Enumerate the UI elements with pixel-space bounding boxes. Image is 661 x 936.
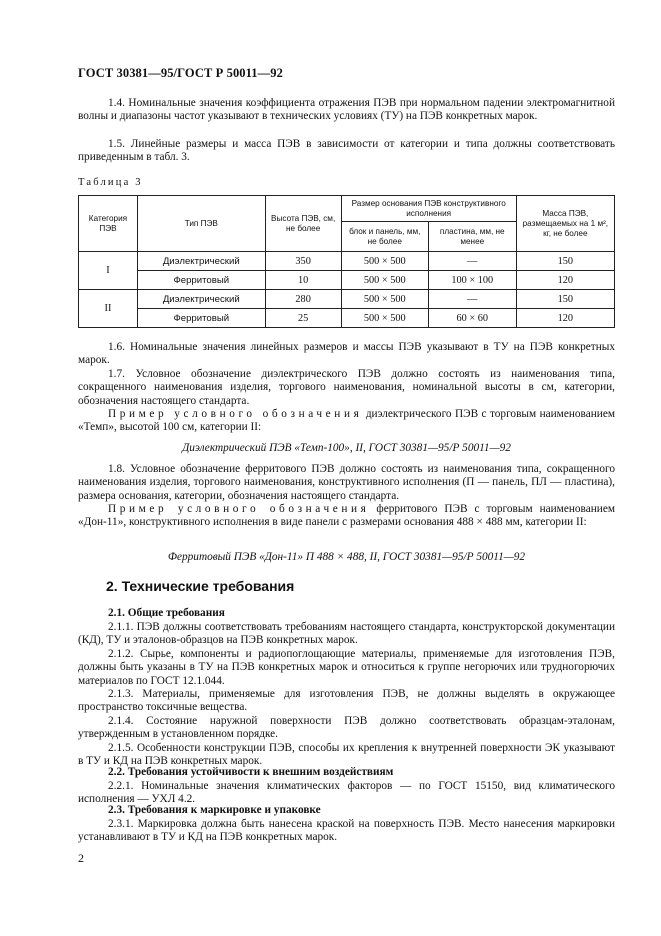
cell-category: I bbox=[79, 252, 138, 290]
paragraph-2-1-3: 2.1.3. Материалы, применяемые для изготовления ПЭВ, не должны выделять в окружающее пространство токсичные вещества. bbox=[78, 688, 615, 714]
table-3 bbox=[78, 195, 615, 328]
table-row bbox=[79, 309, 615, 328]
th-type: Тип ПЭВ bbox=[137, 196, 265, 252]
paragraph-2-1-5: 2.1.5. Особенности конструкции ПЭВ, способы их крепления к внутренней поверхности ЭК указывают в ТУ и КД на ПЭВ конкретных марок. bbox=[78, 742, 615, 768]
cell-height: 10 bbox=[265, 271, 341, 290]
th-mass: Масса ПЭВ, размещаемых на 1 м², кг, не более bbox=[516, 196, 614, 252]
cell-block: 500 × 500 bbox=[341, 290, 428, 309]
th-height: Высота ПЭВ, см, не более bbox=[265, 196, 341, 252]
subsection-2-3: 2.3. Требования к маркировке и упаковке bbox=[108, 804, 321, 816]
example-label: Пример условного обозначения bbox=[108, 408, 363, 420]
cell-block: 500 × 500 bbox=[341, 252, 428, 271]
example-2-intro bbox=[78, 503, 615, 530]
table-row bbox=[79, 271, 615, 290]
section-2-heading: 2. Технические требования bbox=[106, 578, 295, 594]
cell-height: 280 bbox=[265, 290, 341, 309]
cell-block: 500 × 500 bbox=[341, 271, 428, 290]
example-1-designation: Диэлектрический ПЭВ «Темп-100», II, ГОСТ 30381—95/Р 50011—92 bbox=[182, 442, 511, 454]
cell-height: 25 bbox=[265, 309, 341, 328]
paragraph-2-1-1: 2.1.1. ПЭВ должны соответствовать требованиям настоящего стандарта, конструкторской документации (КД), ТУ и эталонов-образцов на ПЭВ конкретных марок. bbox=[78, 621, 615, 647]
paragraph-1-5: 1.5. Линейные размеры и масса ПЭВ в зависимости от категории и типа должны соответствовать приведенным в табл. 3. bbox=[78, 138, 615, 164]
document-header: ГОСТ 30381—95/ГОСТ Р 50011—92 bbox=[78, 66, 283, 80]
example-2-text: ферритового ПЭВ с торговым наименованием «Дон-11», конструктивного исполнения в виде панели с размерами основания 488 × 488 мм, категории II: bbox=[78, 503, 615, 529]
example-label: Пример условного обозначения bbox=[108, 503, 370, 515]
th-base: Размер основания ПЭВ конструктивного исполнения bbox=[341, 196, 516, 222]
cell-mass: 150 bbox=[516, 252, 614, 271]
cell-type: Ферритовый bbox=[137, 271, 265, 290]
cell-plate: 60 × 60 bbox=[428, 309, 516, 328]
cell-type: Ферритовый bbox=[137, 309, 265, 328]
example-1-text: диэлектрического ПЭВ с торговым наименованием «Темп», высотой 100 см, категории II: bbox=[78, 408, 615, 434]
subsection-2-2: 2.2. Требования устойчивости к внешним воздействиям bbox=[108, 766, 394, 778]
paragraph-2-1-4: 2.1.4. Состояние наружной поверхности ПЭВ должно соответствовать образцам-эталонам, утвержденным в установленном порядке. bbox=[78, 715, 615, 741]
table-caption: Таблица 3 bbox=[78, 177, 143, 188]
example-1-intro bbox=[78, 408, 615, 435]
cell-plate: 100 × 100 bbox=[428, 271, 516, 290]
example-2-designation: Ферритовый ПЭВ «Дон-11» П 488 × 488, II, ГОСТ 30381—95/Р 50011—92 bbox=[167, 551, 526, 563]
paragraph-1-8: 1.8. Условное обозначение ферритового ПЭВ должно состоять из наименования типа, сокращенного наименования изделия, торгового наименования, конструктивного исполнения (П — панель, ПЛ — пластина), размера основания, категории, обозначения настоящего стандарта. bbox=[78, 463, 615, 502]
table-row bbox=[79, 252, 615, 271]
cell-type: Диэлектрический bbox=[137, 290, 265, 309]
table-row bbox=[79, 290, 615, 309]
cell-type: Диэлектрический bbox=[137, 252, 265, 271]
subsection-2-1: 2.1. Общие требования bbox=[108, 607, 225, 619]
paragraph-2-3-1: 2.3.1. Маркировка должна быть нанесена краской на поверхность ПЭВ. Место нанесения маркировки устанавливают в ТУ и КД на ПЭВ конкретных марок. bbox=[78, 818, 615, 844]
paragraph-2-2-1: 2.2.1. Номинальные значения климатических факторов — по ГОСТ 15150, вид климатического исполнения — УХЛ 4.2. bbox=[78, 780, 615, 806]
cell-plate: — bbox=[428, 252, 516, 271]
cell-category: II bbox=[79, 290, 138, 328]
paragraph-1-6: 1.6. Номинальные значения линейных размеров и массы ПЭВ указывают в ТУ на ПЭВ конкретных марок. bbox=[78, 341, 615, 367]
page-number: 2 bbox=[78, 851, 84, 865]
cell-mass: 120 bbox=[516, 271, 614, 290]
cell-plate: — bbox=[428, 290, 516, 309]
paragraph-1-7: 1.7. Условное обозначение диэлектрического ПЭВ должно состоять из наименования типа, сокращенного наименования изделия, торгового наименования, номинальной высоты в см, категории, обозначения настоящего стандарта. bbox=[78, 368, 615, 407]
th-plate: пластина, мм, не менее bbox=[428, 222, 516, 252]
th-block: блок и панель, мм, не более bbox=[341, 222, 428, 252]
cell-mass: 150 bbox=[516, 290, 614, 309]
cell-mass: 120 bbox=[516, 309, 614, 328]
paragraph-1-4: 1.4. Номинальные значения коэффициента отражения ПЭВ при нормальном падении электромагнитной волны и диапазоны частот указывают в технических условиях (ТУ) на ПЭВ конкретных марок. bbox=[78, 97, 615, 123]
paragraph-2-1-2: 2.1.2. Сырье, компоненты и радиопоглощающие материалы, применяемые для изготовления ПЭВ, должны быть указаны в ТУ на ПЭВ конкретных марок и относиться к группе негорючих или трудногорючих материалов по ГОСТ 12.1.044. bbox=[78, 648, 615, 687]
cell-height: 350 bbox=[265, 252, 341, 271]
th-category: Категория ПЭВ bbox=[79, 196, 138, 252]
cell-block: 500 × 500 bbox=[341, 309, 428, 328]
